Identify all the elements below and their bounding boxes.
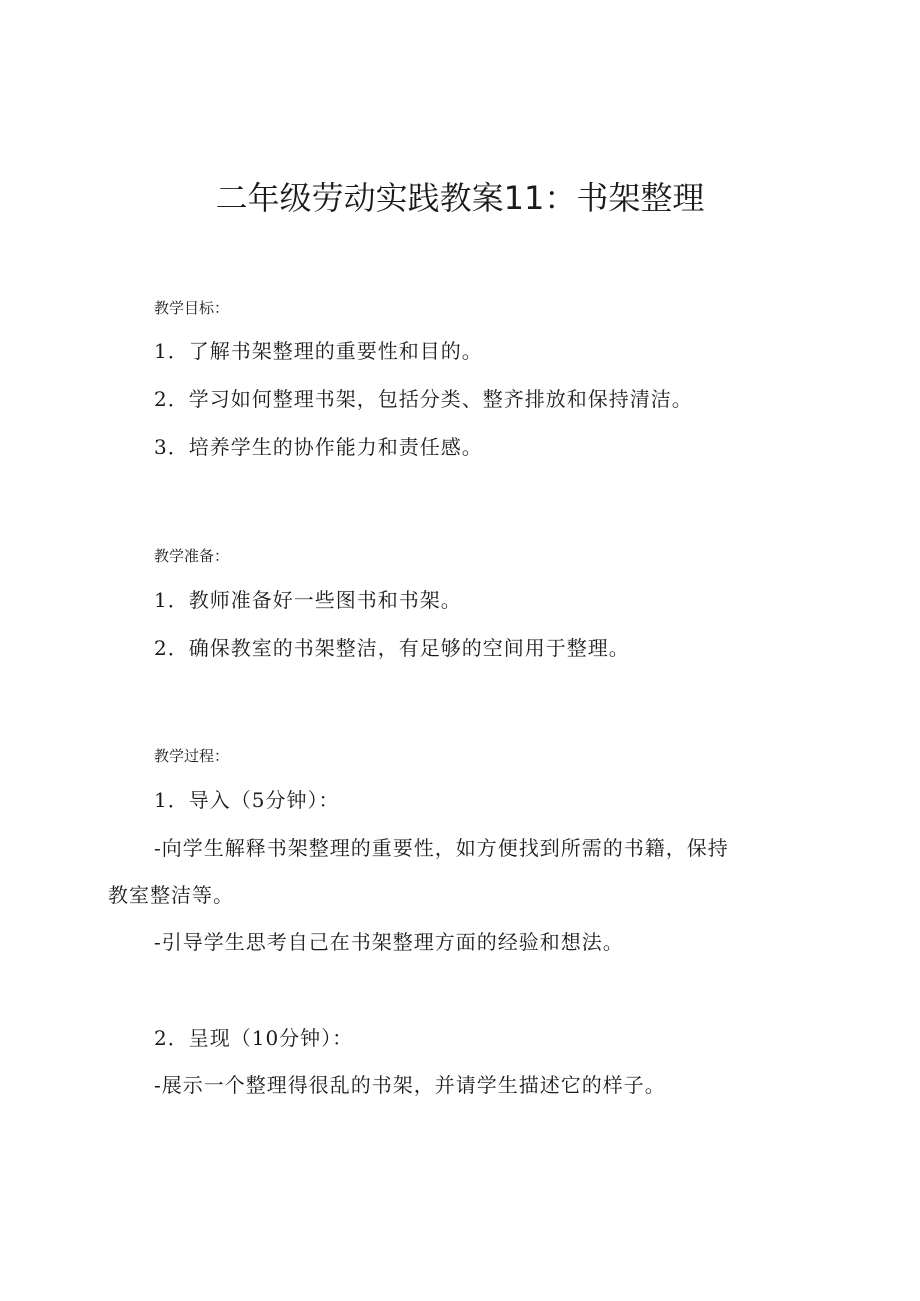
objectives-heading: 教学目标： <box>154 299 230 317</box>
objective-item-2: 2．学习如何整理书架，包括分类、整齐排放和保持清洁。 <box>154 387 693 411</box>
document-title: 二年级劳动实践教案11：书架整理 <box>215 179 705 217</box>
objective-item-3: 3．培养学生的协作能力和责任感。 <box>154 435 483 459</box>
preparation-heading: 教学准备： <box>154 547 230 565</box>
process-step1-line1-cont: 教室整洁等。 <box>108 883 234 907</box>
process-step2-line1: -展示一个整理得很乱的书架，并请学生描述它的样子。 <box>154 1073 666 1097</box>
process-step2-title: 2．呈现（10分钟）： <box>154 1026 354 1050</box>
objective-item-1: 1．了解书架整理的重要性和目的。 <box>154 339 483 363</box>
process-step1-title: 1．导入（5分钟）： <box>154 788 340 812</box>
process-step1-line2: -引导学生思考自己在书架整理方面的经验和想法。 <box>154 930 624 954</box>
preparation-item-1: 1．教师准备好一些图书和书架。 <box>154 588 462 612</box>
preparation-item-2: 2．确保教室的书架整洁，有足够的空间用于整理。 <box>154 636 630 660</box>
process-step1-line1: -向学生解释书架整理的重要性，如方便找到所需的书籍，保持 <box>154 836 729 860</box>
process-heading: 教学过程： <box>154 747 230 765</box>
